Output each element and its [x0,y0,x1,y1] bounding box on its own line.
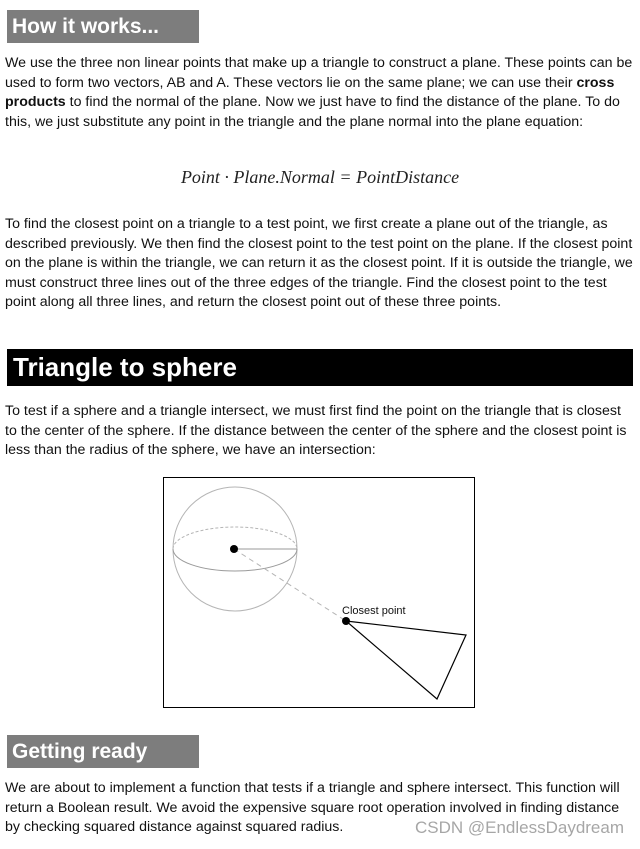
triangle [346,621,466,699]
sphere-center-point [230,545,238,553]
triangle-sphere-diagram [164,478,474,707]
closest-point-label: Closest point [342,605,406,617]
paragraph-plane-construction [5,54,633,132]
paragraph-triangle-sphere: To test if a sphere and a triangle intersect, we must first find the point on the triangle that is closest to the center of the sphere. If the distance between the center of the sphere and the closest point is less than the radius of the sphere, we have an intersection: [5,403,627,458]
cross-products-bold: cross products [5,74,615,110]
section-heading-getting-ready: Getting ready [7,735,199,768]
section-heading-triangle-to-sphere: Triangle to sphere [7,349,633,386]
triangle-sphere-figure [163,477,475,708]
para1-text-before: We use the three non linear points that make up a triangle to construct a plane. These points can be used to form two vectors, AB and A. These vectors lie on the same plane; we can use their [5,55,633,91]
paragraph-closest-point: To find the closest point on a triangle to a test point, we first create a plane out of the triangle, as described previously. We then find the closest point to the test point on the plane. If the closest point on the plane is within the triangle, we can return it as the closest point. If it is outside the triangle, we must construct three lines out of the three edges of the triangle. Find the closest point to the test point along all three lines, and return the closest point out of these three points. [5,216,633,310]
paragraph-getting-ready: We are about to implement a function that tests if a triangle and sphere intersect. This function will return a Boolean result. We avoid the expensive square root operation involved in finding distance by checking squared distance against squared radius. [5,780,620,835]
plane-distance-formula: Point · Plane.Normal = PointDistance [180,167,460,187]
para1-text-after: to find the normal of the plane. Now we just have to find the distance of the plane. To do this, we just substitute any point in the triangle and the plane normal into the plane equation: [5,94,620,130]
closest-point-marker [342,617,350,625]
watermark-text: CSDN @EndlessDaydream [414,818,624,837]
section-heading-how-it-works: How it works... [7,10,199,43]
